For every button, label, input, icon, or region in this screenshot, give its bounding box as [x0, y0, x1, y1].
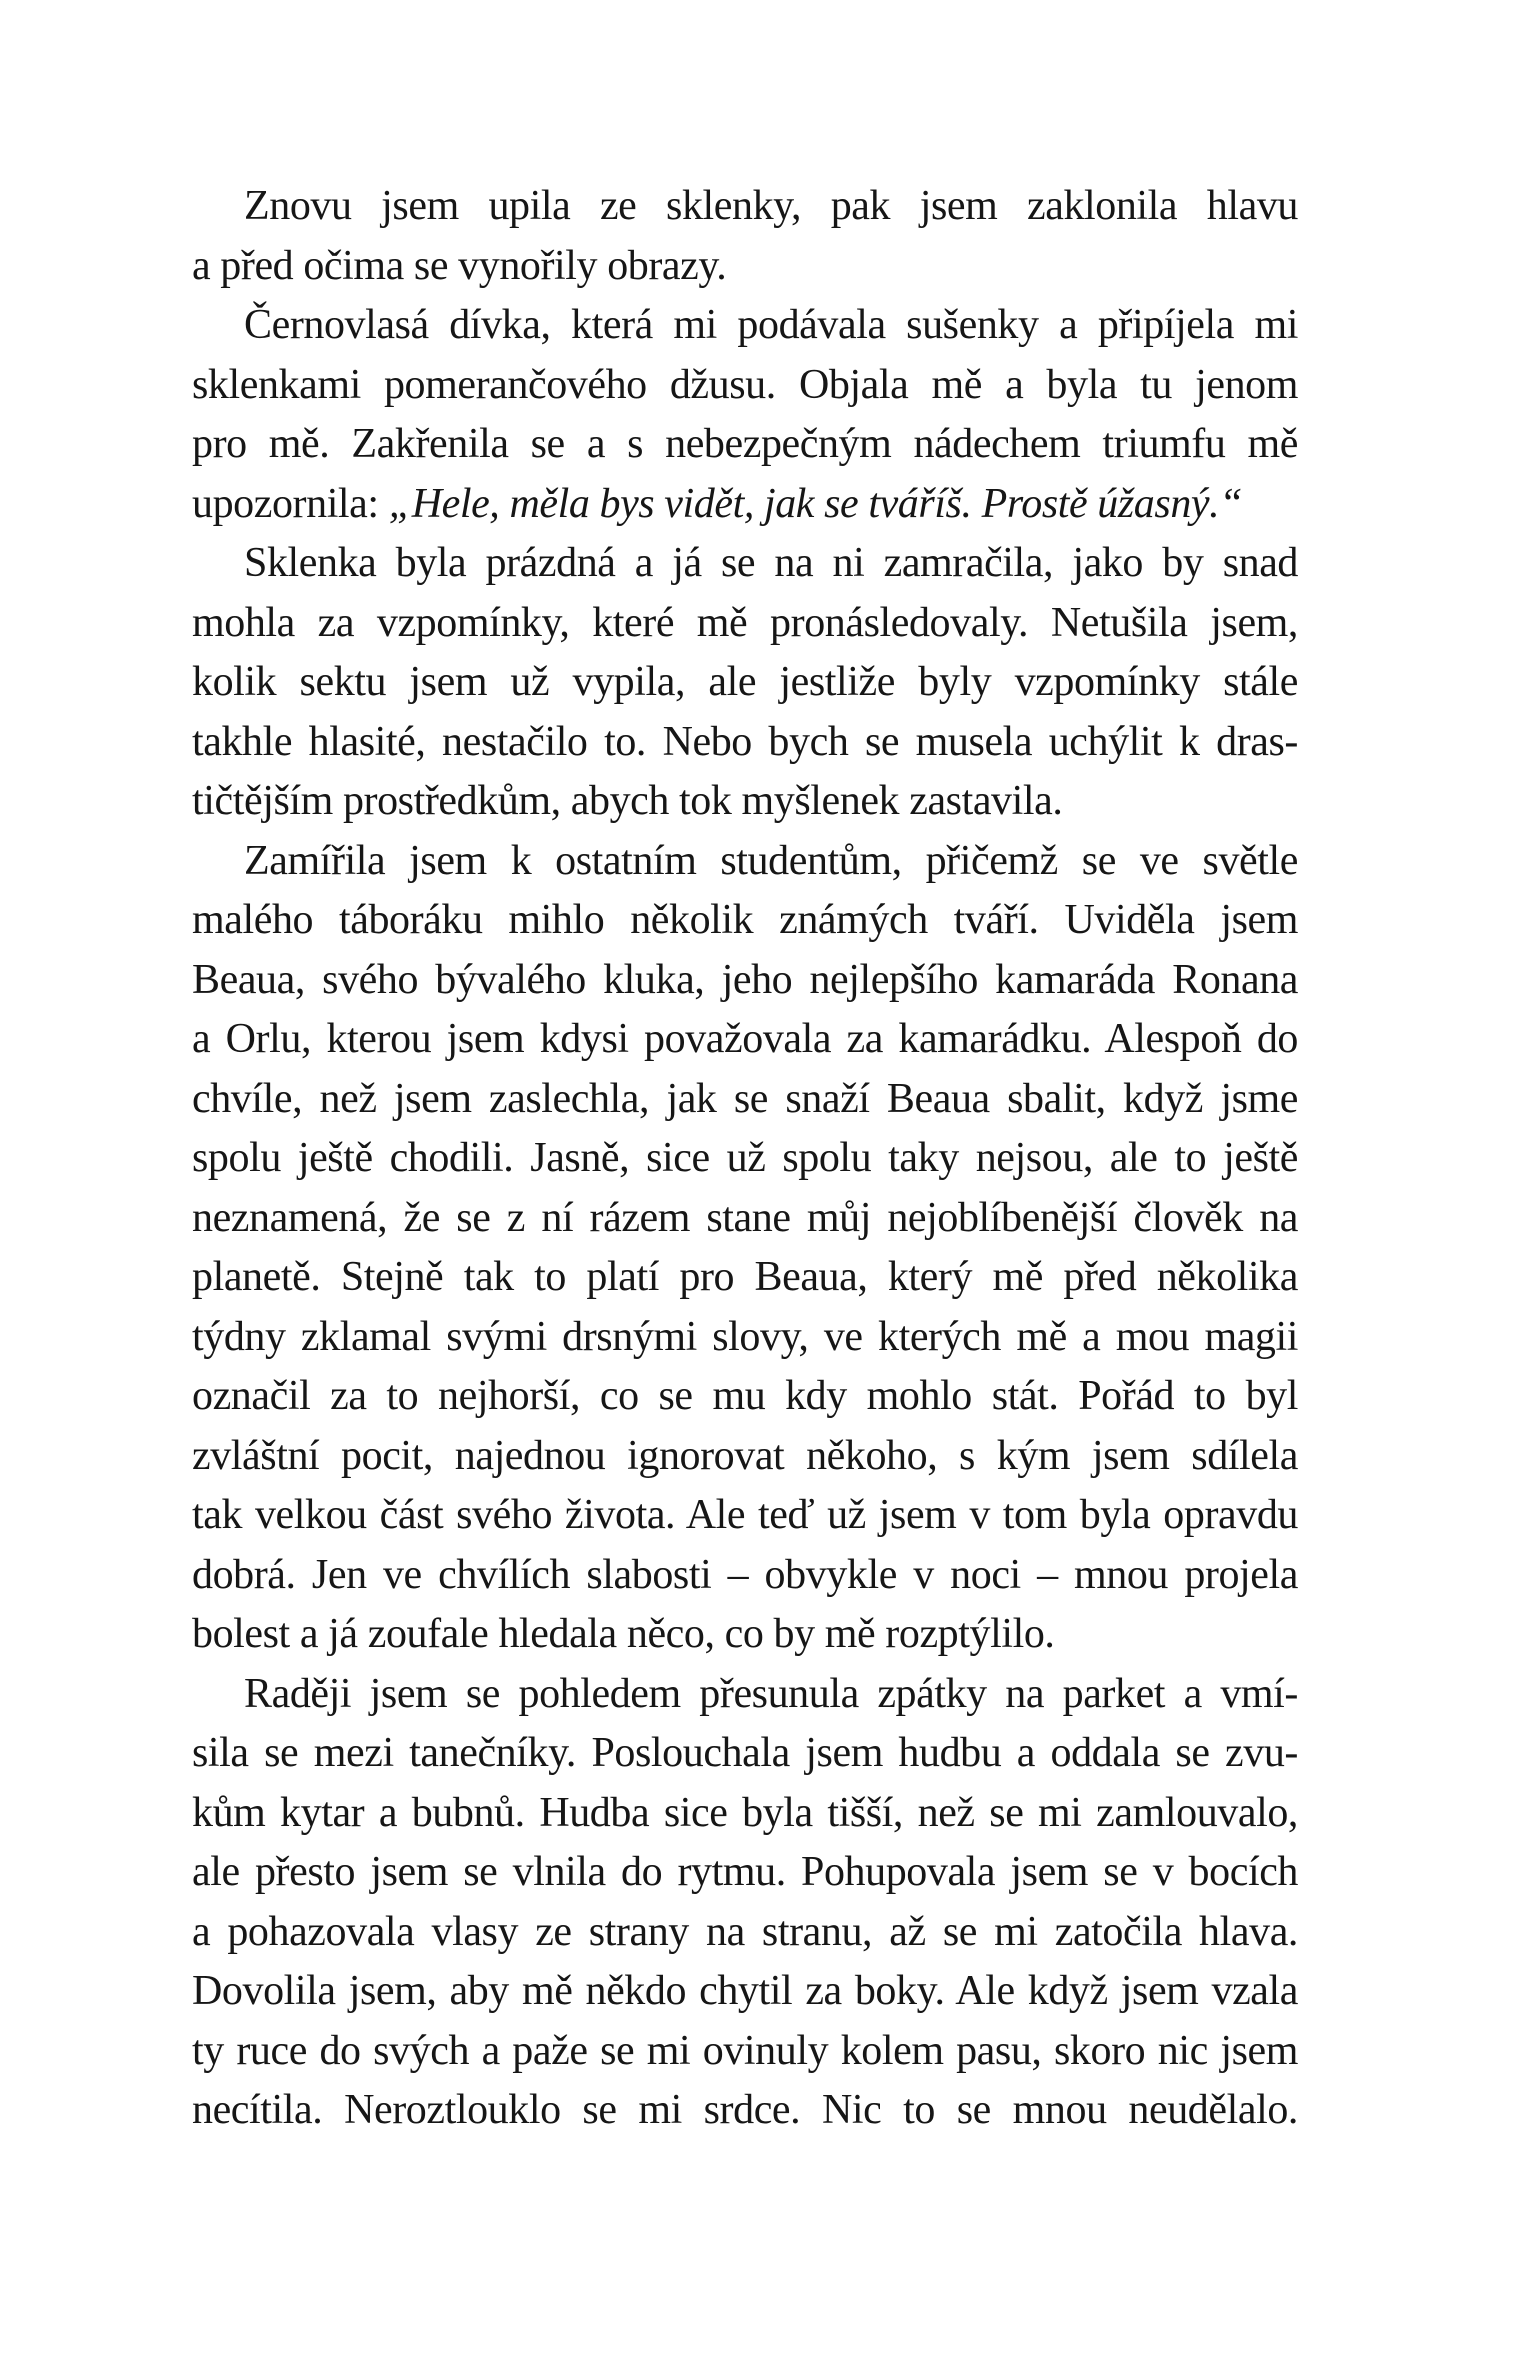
text-run: takhle hlasité, nestačilo to. Nebo bych se musela uchýlit k dras-	[192, 718, 1298, 765]
text-line	[192, 1962, 1298, 2022]
text-run: chvíle, než jsem zaslechla, jak se snaží Beaua sbalit, když jsme	[192, 1075, 1298, 1122]
text-run: označil za to nejhorší, co se mu kdy mohlo stát. Pořád to byl	[192, 1373, 1298, 1419]
text-line	[192, 415, 1298, 475]
text-run: zvláštní pocit, najednou ignorovat někoho, s kým jsem sdílela	[192, 1432, 1298, 1479]
text-run: tak velkou část svého života. Ale teď už jsem v tom byla opravdu	[192, 1492, 1298, 1538]
text-line	[192, 1665, 1298, 1725]
text-line	[192, 1308, 1298, 1368]
text-run: Dovolila jsem, aby mě někdo chytil za boky. Ale když jsem vzala	[192, 1968, 1298, 2014]
text-line	[192, 1486, 1298, 1546]
text-run: sklenkami pomerančového džusu. Objala mě a byla tu jenom	[192, 361, 1298, 408]
text-run: Černovlasá dívka, která mi podávala sušenky a připíjela mi	[244, 302, 1298, 348]
text-line	[192, 237, 1298, 297]
text-run: malého táboráku mihlo několik známých tváří. Uviděla jsem	[192, 897, 1298, 943]
text-line	[192, 1546, 1298, 1606]
text-run: kům kytar a bubnů. Hudba sice byla tišší, než se mi zamlouvalo,	[192, 1789, 1298, 1836]
text-line	[192, 2022, 1298, 2082]
text-run: necítila. Neroztlouklo se mi srdce. Nic to se mnou neudělalo.	[192, 2087, 1298, 2133]
text-run: planetě. Stejně tak to platí pro Beaua, který mě před několika	[192, 1254, 1298, 1300]
text-run: a Orlu, kterou jsem kdysi považovala za kamarádku. Alespoň do	[192, 1016, 1298, 1062]
text-run: týdny zklamal svými drsnými slovy, ve kterých mě a mou magii	[192, 1313, 1298, 1360]
text-line	[192, 1070, 1298, 1130]
text-line	[192, 356, 1298, 416]
text-line	[192, 2081, 1298, 2141]
text-line	[192, 1784, 1298, 1844]
text-line	[192, 1129, 1298, 1189]
text-run: neznamená, že se z ní rázem stane můj nejoblíbenější člověk na	[192, 1194, 1298, 1241]
text-line	[192, 1903, 1298, 1963]
text-run: mohla za vzpomínky, které mě pronásledovaly. Netušila jsem,	[192, 599, 1298, 646]
text-line	[192, 1248, 1298, 1308]
text-run: Beaua, svého bývalého kluka, jeho nejlepšího kamaráda Ronana	[192, 956, 1298, 1003]
text-line	[192, 832, 1298, 892]
text-run: sila se mezi tanečníky. Poslouchala jsem hudbu a oddala se zvu-	[192, 1730, 1298, 1776]
text-run: Zamířila jsem k ostatním studentům, přičemž se ve světle	[244, 837, 1298, 884]
text-run: dobrá. Jen ve chvílích slabosti – obvykle v noci – mnou projela	[192, 1551, 1298, 1598]
text-line	[192, 534, 1298, 594]
text-line	[192, 713, 1298, 773]
text-line	[192, 772, 1298, 832]
text-line	[192, 1605, 1298, 1665]
text-run: a pohazovala vlasy ze strany na stranu, až se mi zatočila hlava.	[192, 1908, 1298, 1955]
text-line	[192, 296, 1298, 356]
text-line	[192, 177, 1298, 237]
text-line	[192, 1843, 1298, 1903]
text-run: upozornila:	[192, 480, 389, 527]
text-run: tičtějším prostředkům, abych tok myšlenek zastavila.	[192, 778, 1063, 824]
text-run: ale přesto jsem se vlnila do rytmu. Pohupovala jsem se v bocích	[192, 1849, 1298, 1895]
text-run: a před očima se vynořily obrazy.	[192, 242, 727, 289]
text-line	[192, 1367, 1298, 1427]
text-line	[192, 1189, 1298, 1249]
text-run: Raději jsem se pohledem přesunula zpátky na parket a vmí-	[244, 1670, 1298, 1717]
text-run: bolest a já zoufale hledala něco, co by mě rozptýlilo.	[192, 1611, 1055, 1657]
text-line	[192, 951, 1298, 1011]
text-line	[192, 891, 1298, 951]
text-run: Znovu jsem upila ze sklenky, pak jsem zaklonila hlavu	[244, 183, 1298, 229]
text-line	[192, 1724, 1298, 1784]
text-line	[192, 653, 1298, 713]
text-line	[192, 1010, 1298, 1070]
text-line	[192, 1427, 1298, 1487]
italic-quote-text: „Hele, měla bys vidět, jak se tváříš. Prostě úžasný.“	[388, 480, 1243, 527]
text-run: Sklenka byla prázdná a já se na ni zamračila, jako by snad	[244, 540, 1298, 586]
text-run: pro mě. Zakřenila se a s nebezpečným nádechem triumfu mě	[192, 421, 1298, 467]
text-line	[192, 475, 1298, 535]
text-run: ty ruce do svých a paže se mi ovinuly kolem pasu, skoro nic jsem	[192, 2027, 1298, 2074]
text-run: spolu ještě chodili. Jasně, sice už spolu taky nejsou, ale to ještě	[192, 1135, 1298, 1181]
text-run: kolik sektu jsem už vypila, ale jestliže byly vzpomínky stále	[192, 659, 1298, 705]
page-text	[192, 177, 1298, 2141]
text-line	[192, 594, 1298, 654]
